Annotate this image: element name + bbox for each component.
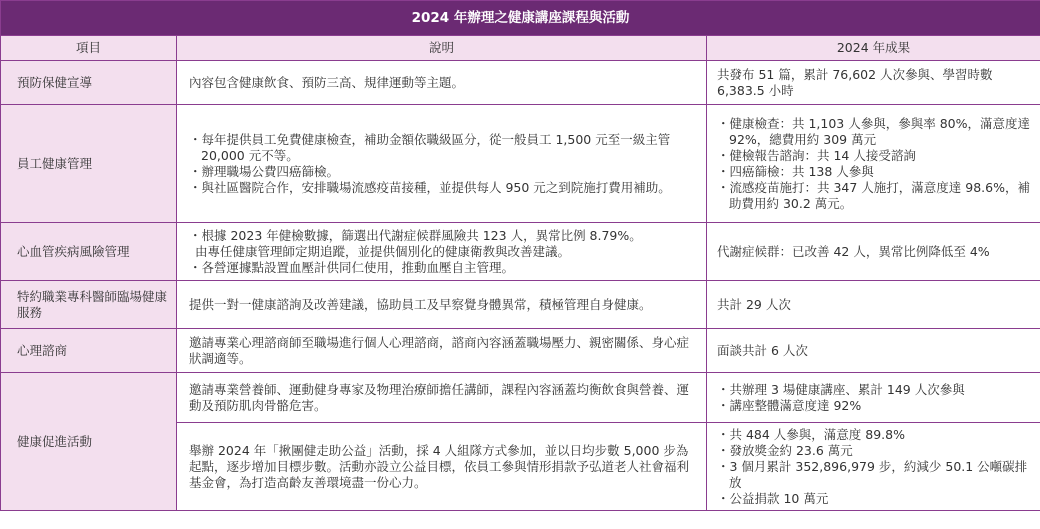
description-line: ・各營運據點設置血壓計供同仁使用，推動血壓自主管理。 xyxy=(189,259,515,275)
table-title: 2024 年辦理之健康講座課程與活動 xyxy=(1,1,1040,36)
header-item: 項目 xyxy=(1,36,177,61)
description-line: ・根據 2023 年健檢數據，篩選出代謝症候群風險共 123 人，異常比例 8.79%。 xyxy=(189,227,642,243)
result-line: ・共 484 人參與，滿意度 89.8% xyxy=(717,426,905,442)
description-line: ・每年提供員工免費健康檢查，補助金額依職級區分，從一般員工 1,500 元至一級主管 20,000 元不等。 xyxy=(189,131,671,163)
description-line: 內容包含健康飲食、預防三高、規律運動等主題。 xyxy=(189,74,465,90)
row-description xyxy=(177,281,707,329)
row-result xyxy=(707,223,1040,281)
result-line: ・公益捐款 10 萬元 xyxy=(717,490,829,506)
row-item: 預防保健宣導 xyxy=(1,61,177,105)
description-line: 由專任健康管理師定期追蹤，並提供個別化的健康衛教與改善建議。 xyxy=(195,243,571,259)
result-line: ・發放獎金約 23.6 萬元 xyxy=(717,442,853,458)
description-line: 舉辦 2024 年「揪團健走助公益」活動，採 4 人組隊方式參加，並以日均步數 5,000 步為起點，逐步增加目標步數。活動亦設立公益目標，依員工參與情形捐款予弘道老人社會福利基金會，為打造高齡友善環境盡一份心力。 xyxy=(189,442,690,490)
table-row xyxy=(1,223,1040,281)
result-line: 代謝症候群：已改善 42 人，異常比例降低至 4% xyxy=(717,243,990,259)
row-item: 心血管疾病風險管理 xyxy=(1,223,177,281)
row-result xyxy=(707,373,1040,423)
row-result xyxy=(707,329,1040,373)
description-line: 提供一對一健康諮詢及改善建議，協助員工及早察覺身體異常，積極管理自身健康。 xyxy=(189,296,652,312)
result-line: ・四癌篩檢：共 138 人參與 xyxy=(717,163,874,179)
result-line: ・3 個月累計 352,896,979 步，約減少 50.1 公噸碳排放 xyxy=(717,458,1028,490)
result-line: ・流感疫苗施打：共 347 人施打，滿意度達 98.6%，補助費用約 30.2 萬元。 xyxy=(717,179,1030,211)
result-line: ・講座整體滿意度達 92% xyxy=(717,397,862,413)
result-line: ・健康檢查：共 1,103 人參與，參與率 80%，滿意度達 92%，總費用約 309 萬元 xyxy=(717,115,1030,147)
table-row xyxy=(1,105,1040,223)
description-line: ・辦理職場公費四癌篩檢。 xyxy=(189,163,340,179)
row-description xyxy=(177,373,707,423)
table-row xyxy=(1,329,1040,373)
table-row xyxy=(1,373,1040,423)
description-line: 邀請專業心理諮商師至職場進行個人心理諮商，諮商內容涵蓋職場壓力、親密關係、身心症狀調適等。 xyxy=(189,334,690,366)
result-line: 共計 29 人次 xyxy=(717,296,791,312)
row-result xyxy=(707,281,1040,329)
row-item: 健康促進活動 xyxy=(1,373,177,511)
description-line: ・與社區醫院合作，安排職場流感疫苗接種，並提供每人 950 元之到院施打費用補助。 xyxy=(189,179,671,195)
row-description xyxy=(177,61,707,105)
table-title-row xyxy=(1,1,1040,36)
result-line: ・健檢報告諮詢：共 14 人接受諮詢 xyxy=(717,147,916,163)
row-description xyxy=(177,329,707,373)
row-result xyxy=(707,423,1040,511)
result-line: ・共辦理 3 場健康講座、累計 149 人次參與 xyxy=(717,381,965,397)
result-line: 面談共計 6 人次 xyxy=(717,342,808,358)
header-description: 說明 xyxy=(177,36,707,61)
result-line: 6,383.5 小時 xyxy=(717,82,794,98)
result-line: 共發布 51 篇，累計 76,602 人次參與、學習時數 xyxy=(717,66,993,82)
row-item: 特約職業專科醫師臨場健康服務 xyxy=(1,281,177,329)
row-result xyxy=(707,61,1040,105)
row-description xyxy=(177,223,707,281)
table-header-row xyxy=(1,36,1040,61)
row-result xyxy=(707,105,1040,223)
row-description xyxy=(177,105,707,223)
table-row xyxy=(1,281,1040,329)
table-row xyxy=(1,61,1040,105)
header-result: 2024 年成果 xyxy=(707,36,1040,61)
row-item: 員工健康管理 xyxy=(1,105,177,223)
description-line: 邀請專業營養師、運動健身專家及物理治療師擔任講師，課程內容涵蓋均衡飲食與營養、運動及預防肌肉骨骼危害。 xyxy=(189,381,690,413)
row-description xyxy=(177,423,707,511)
row-item: 心理諮商 xyxy=(1,329,177,373)
